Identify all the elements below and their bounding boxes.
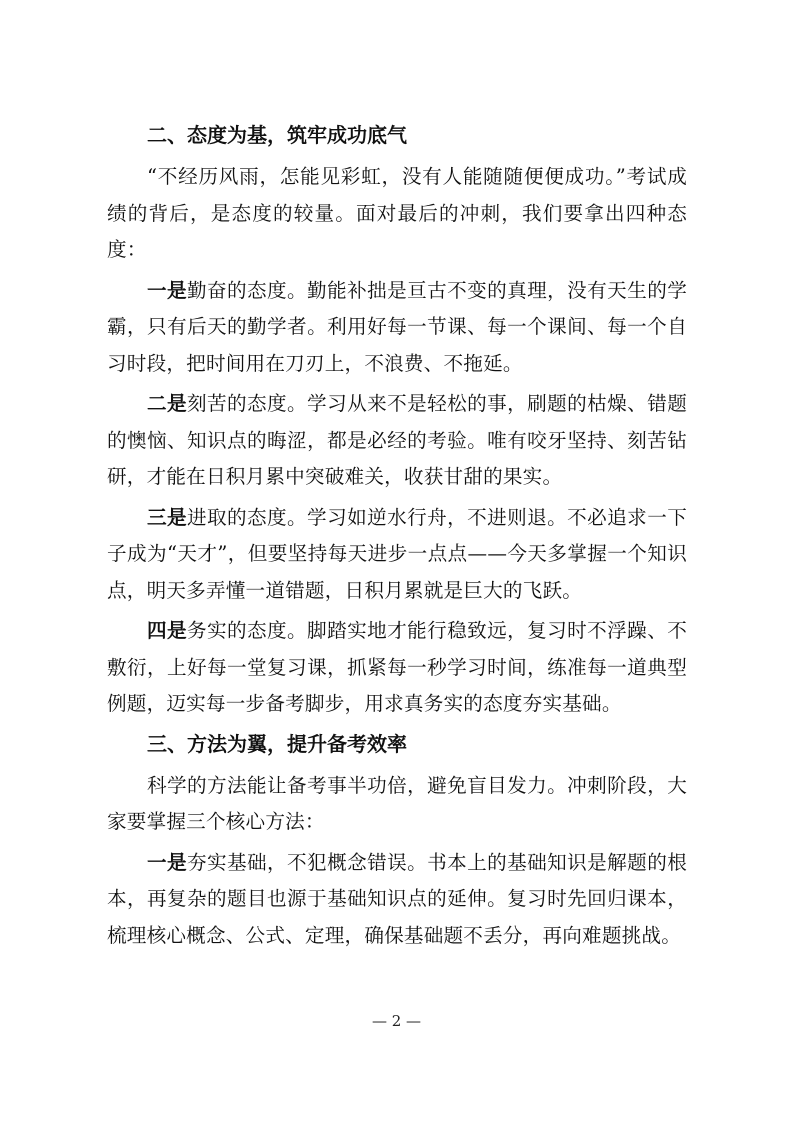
item-lead: 一是 <box>147 850 188 874</box>
item-text: 刻苦的态度。学习从来不是轻松的事，刷题的枯燥、错题的懊恼、知识点的晦涩，都是必经的考验。唯有咬牙坚持、刻苦钻研，才能在日积月累中突破难关，收获甘甜的果实。 <box>107 392 687 488</box>
item-text: 夯实基础，不犯概念错误。书本上的基础知识是解题的根本，再复杂的题目也源于基础知识点的延伸。复习时先回归课本，梳理核心概念、公式、定理，确保基础题不丢分，再向难题挑战。 <box>107 850 687 947</box>
section-heading-attitude: 二、态度为基，筑牢成功底气 <box>147 123 407 147</box>
page-body <box>107 116 687 954</box>
attitude-item-pragmatic <box>107 613 687 723</box>
item-text: 务实的态度。脚踏实地才能行稳致远，复习时不浮躁、不敷衍，上好每一堂复习课，抓紧每一秒学习时间，练准每一道典型例题，迈实每一步备考脚步，用求真务实的态度夯实基础。 <box>107 619 687 715</box>
item-text: 进取的态度。学习如逆水行舟，不进则退。不必追求一下子成为“天才”，但要坚持每天进步一点点——今天多掌握一个知识点，明天多弄懂一道错题，日积月累就是巨大的飞跃。 <box>107 505 687 602</box>
attitude-item-progress <box>107 500 687 610</box>
item-lead: 一是 <box>147 278 188 302</box>
item-lead: 三是 <box>147 505 188 529</box>
attitude-item-diligence <box>107 273 687 383</box>
item-text: 勤奋的态度。勤能补拙是亘古不变的真理，没有天生的学霸，只有后天的勤学者。利用好每一节课、每一个课间、每一个自习时段，把时间用在刀刃上，不浪费、不拖延。 <box>107 278 687 375</box>
item-lead: 四是 <box>147 619 188 642</box>
method-item-foundation <box>107 845 687 955</box>
attitude-item-hardwork <box>107 386 687 496</box>
section-intro-method: 科学的方法能让备考事半功倍，避免盲目发力。冲刺阶段，大家要掌握三个核心方法： <box>107 773 687 833</box>
section-heading-method: 三、方法为翼，提升备考效率 <box>147 731 407 756</box>
item-lead: 二是 <box>147 392 188 415</box>
section-intro-attitude: “不经历风雨，怎能见彩虹，没有人能随随便便成功。”考试成绩的背后，是态度的较量。面对最后的冲刺，我们要拿出四种态度： <box>107 165 687 261</box>
page-number: — 2 — <box>371 1012 422 1030</box>
